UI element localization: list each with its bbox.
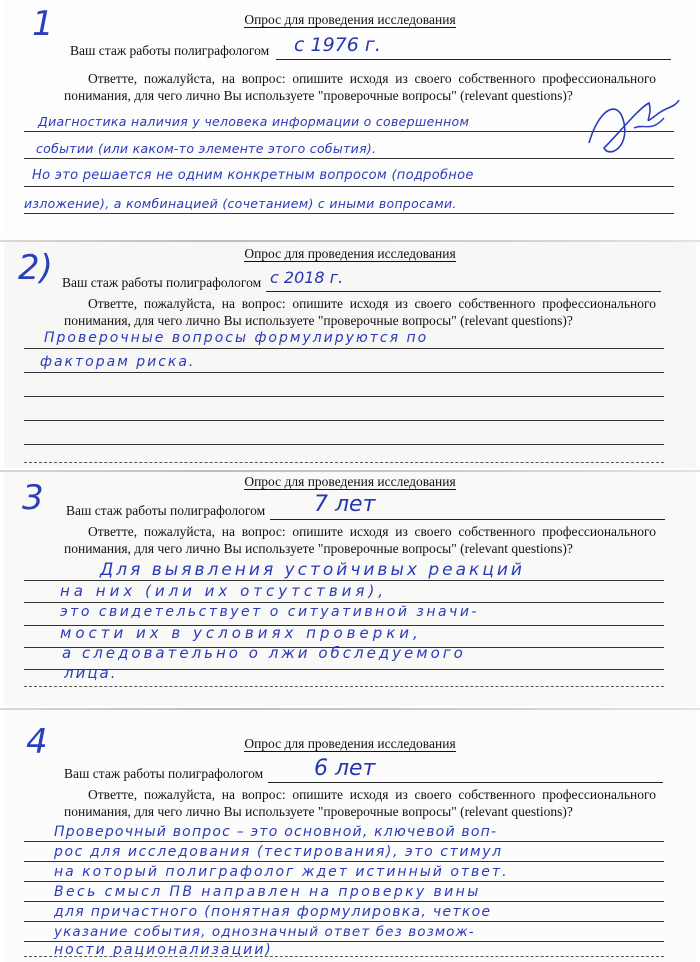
signature-image xyxy=(579,88,689,168)
handwritten-answer-line: факторам риска. xyxy=(40,354,196,370)
survey-form-3 xyxy=(4,472,696,706)
form-title: Опрос для проведения исследования xyxy=(244,246,456,261)
stage-line xyxy=(270,519,665,520)
form-title: Опрос для проведения исследования xyxy=(244,474,456,489)
handwritten-answer-line: Диагностика наличия у человека информации о совершенном xyxy=(38,114,470,129)
survey-form-1 xyxy=(4,0,696,238)
handwritten-answer-line: Весь смысл ПВ направлен на проверку вины xyxy=(54,884,481,900)
answer-rule xyxy=(24,420,664,421)
answer-rule xyxy=(24,921,664,922)
stage-line xyxy=(266,291,661,292)
handwritten-answer-line: на который полиграфолог ждет истинный ответ. xyxy=(54,864,509,880)
answer-rule xyxy=(24,372,664,373)
stage-label: Ваш стаж работы полиграфологом xyxy=(66,503,266,518)
handwritten-answer-line: мости их в условиях проверки, xyxy=(60,624,422,642)
survey-form-4 xyxy=(4,710,696,962)
handwritten-answer-line: а следовательно о лжи обследуемого xyxy=(62,644,466,662)
answer-rule xyxy=(24,901,664,902)
stage-value: с 1976 г. xyxy=(294,34,381,56)
handwritten-answer-line: изложение), а комбинацией (сочетанием) с иными вопросами. xyxy=(24,196,457,211)
answer-rule xyxy=(24,686,664,687)
handwritten-answer-line: это свидетельствует о ситуативной значи- xyxy=(60,604,479,620)
question-text: Ответте, пожалуйста, на вопрос: опишите исходя из своего собственного профессионального понимания, для чего лично Вы используете "проверочные вопросы" (relevant questions)? xyxy=(64,296,656,328)
handwritten-answer-line: для причастного (понятная формулировка, четкое xyxy=(54,904,492,920)
handwritten-answer-line: рос для исследования (тестирования), это стимул xyxy=(54,844,503,860)
stage-value: с 2018 г. xyxy=(270,268,344,287)
handwritten-answer-line: лица. xyxy=(64,664,118,682)
stage-label: Ваш стаж работы полиграфологом xyxy=(62,275,262,290)
handwritten-answer-line: указание события, однозначный ответ без возмож- xyxy=(54,924,475,940)
response-number: 4 xyxy=(26,722,48,762)
handwritten-answer-line: Проверочные вопросы формулируются по xyxy=(44,330,429,346)
response-number: 3 xyxy=(22,478,44,518)
answer-rule xyxy=(24,348,664,349)
response-number: 2) xyxy=(18,248,53,288)
answer-rule xyxy=(24,131,674,132)
answer-rule xyxy=(24,158,674,159)
answer-rule xyxy=(24,669,664,670)
stage-line xyxy=(276,59,671,60)
answer-rule xyxy=(24,580,664,581)
handwritten-answer-line: Для выявления устойчивых реакций xyxy=(100,560,525,580)
answer-rule xyxy=(24,881,664,882)
question-text: Ответте, пожалуйста, на вопрос: опишите исходя из своего собственного профессионального понимания, для чего лично Вы используете "проверочные вопросы" (relevant questions)? xyxy=(64,524,656,556)
question-text: Ответте, пожалуйста, на вопрос: опишите исходя из своего собственного профессионального понимания, для чего лично Вы используете "проверочные вопросы" (relevant questions)? xyxy=(64,71,656,103)
stage-label: Ваш стаж работы полиграфологом xyxy=(70,43,270,58)
handwritten-answer-line: событии (или каком-то элементе этого события). xyxy=(36,141,377,156)
stage-label: Ваш стаж работы полиграфологом xyxy=(64,766,264,781)
stage-line xyxy=(268,782,663,783)
answer-rule xyxy=(24,186,674,187)
handwritten-answer-line: Проверочный вопрос – это основной, ключевой воп- xyxy=(54,824,498,840)
handwritten-answer-line: на них (или их отсутствия), xyxy=(60,582,388,600)
handwritten-answer-line: Но это решается не одним конкретным вопросом (подробное xyxy=(32,168,474,183)
form-title: Опрос для проведения исследования xyxy=(244,12,456,27)
handwritten-answer-line: ности рационализации) xyxy=(54,942,273,958)
question-text: Ответте, пожалуйста, на вопрос: опишите исходя из своего собственного профессионального понимания, для чего лично Вы используете "проверочные вопросы" (relevant questions)? xyxy=(64,787,656,819)
answer-rule xyxy=(24,462,664,463)
stage-value: 6 лет xyxy=(314,756,376,781)
answer-rule xyxy=(24,213,674,214)
answer-rule xyxy=(24,861,664,862)
stage-value: 7 лет xyxy=(314,492,376,517)
answer-rule xyxy=(24,841,664,842)
answer-rule xyxy=(24,602,664,603)
survey-form-2 xyxy=(4,242,696,468)
response-number: 1 xyxy=(32,4,54,44)
form-title: Опрос для проведения исследования xyxy=(244,736,456,751)
answer-rule xyxy=(24,444,664,445)
answer-rule xyxy=(24,396,664,397)
